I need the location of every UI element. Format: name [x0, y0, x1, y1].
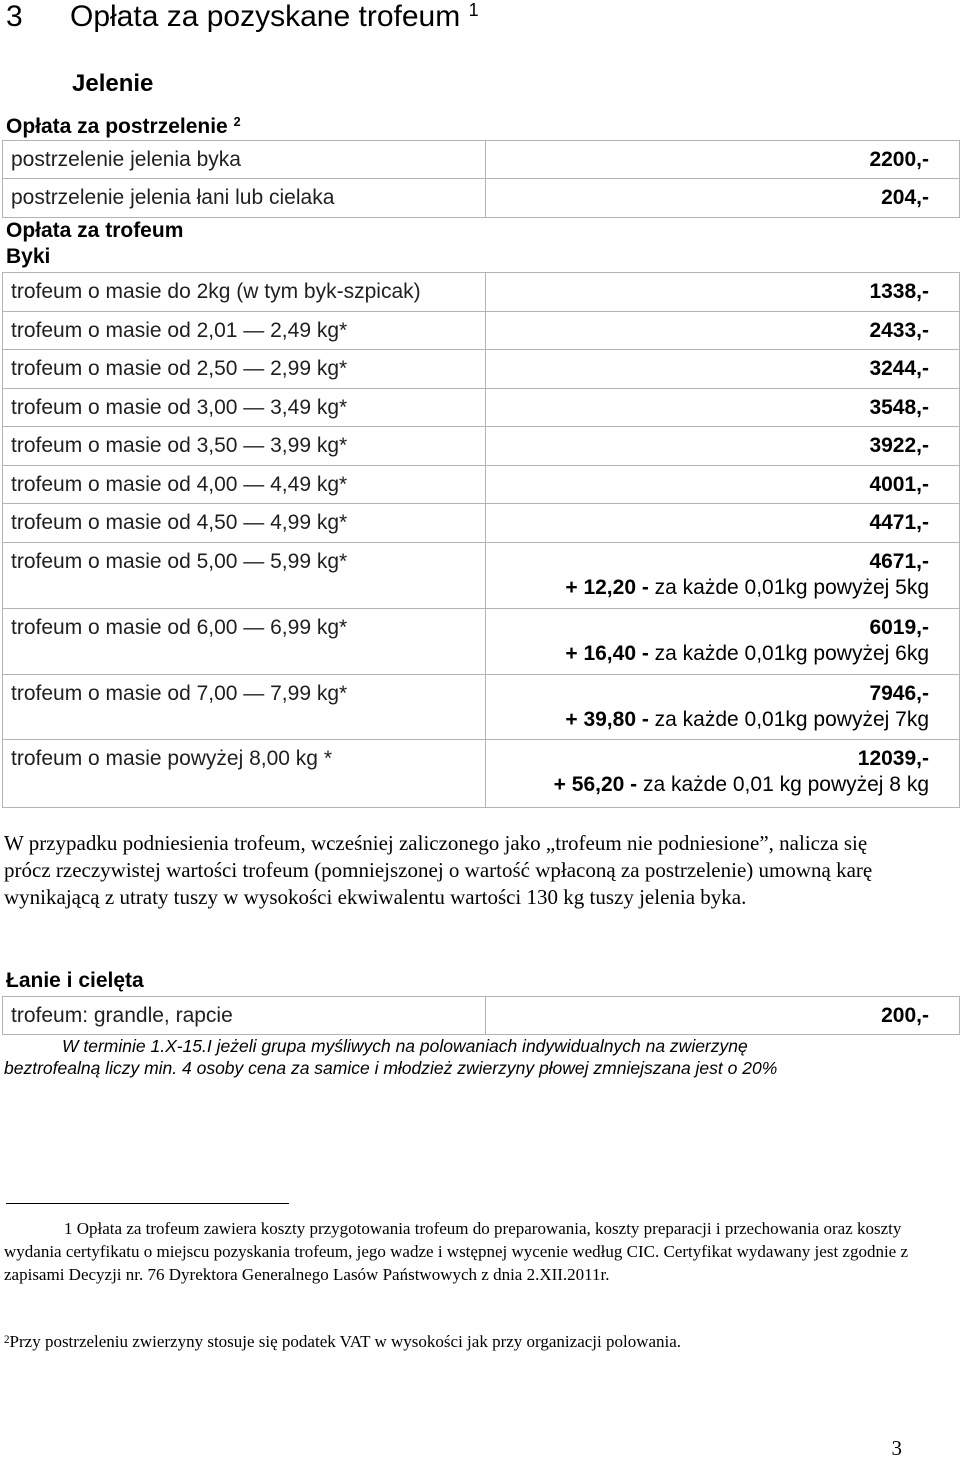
shooting-fee-heading: [6, 114, 241, 142]
row-extra-text: za każde 0,01 kg powyżej 8 kg: [637, 773, 929, 796]
row-extra-text: za każde 0,01kg powyżej 7kg: [648, 708, 929, 731]
section-number: 3: [6, 0, 23, 33]
row-extra-amount: + 16,40 -: [565, 642, 649, 665]
row-value: [486, 675, 960, 740]
footnote-2: [4, 1330, 924, 1356]
table-row: [3, 389, 960, 427]
deer-heading: Jelenie: [72, 70, 154, 97]
section-title: [6, 0, 479, 37]
row-value: 3244,-: [486, 350, 960, 389]
discount-note: [4, 1035, 944, 1079]
trophy-fee-table: [2, 272, 960, 808]
row-base-value: 12039,-: [857, 747, 929, 770]
row-label: trofeum o masie powyżej 8,00 kg *: [3, 740, 486, 808]
shooting-fee-table: [2, 140, 960, 218]
table-row: [3, 466, 960, 504]
row-label: trofeum o masie od 4,50 — 4,99 kg*: [3, 504, 486, 543]
section-title-text: Opłata za pozyskane trofeum: [70, 0, 461, 33]
table-row: [3, 141, 960, 179]
table-row: [3, 179, 960, 218]
table-row: [3, 675, 960, 740]
stags-subheading: Byki: [6, 245, 51, 268]
trophy-fee-heading: Opłata za trofeum: [6, 219, 184, 242]
table-row: [3, 504, 960, 543]
row-extra-text: za każde 0,01kg powyżej 5kg: [648, 576, 929, 599]
row-value: 200,-: [486, 997, 960, 1035]
row-value: 2200,-: [486, 141, 960, 179]
row-value: 4001,-: [486, 466, 960, 504]
row-value: 3548,-: [486, 389, 960, 427]
table-row: [3, 273, 960, 312]
table-row: [3, 543, 960, 609]
row-value: [486, 543, 960, 609]
row-value: [486, 609, 960, 675]
row-value: 3922,-: [486, 427, 960, 466]
discount-note-line: beztrofealną liczy min. 4 osoby cena za samice i młodzież zwierzyny płowej zmniejszana jest o 20%: [4, 1058, 778, 1078]
table-row: [3, 740, 960, 808]
row-value: 204,-: [486, 179, 960, 218]
row-value: [486, 740, 960, 808]
footnote-1: [4, 1217, 924, 1286]
footnote-mark: 2: [4, 1334, 10, 1347]
row-label: trofeum o masie od 5,00 — 5,99 kg*: [3, 543, 486, 609]
row-value: 1338,-: [486, 273, 960, 312]
shooting-fee-heading-text: Opłata za postrzelenie: [6, 115, 228, 138]
row-label: trofeum o masie od 3,50 — 3,99 kg*: [3, 427, 486, 466]
row-extra-amount: + 12,20 -: [565, 576, 649, 599]
row-label: trofeum o masie do 2kg (w tym byk-szpicak): [3, 273, 486, 312]
row-label: trofeum o masie od 6,00 — 6,99 kg*: [3, 609, 486, 675]
footnote-text: Opłata za trofeum zawiera koszty przygotowania trofeum do preparowania, koszty preparacji i przechowania oraz koszty wydania certyfikatu o miejscu pozyskania trofeum, jego wadze i wstępnej wycenie według CIC. Certyfikat wydawany jest zgodnie z zapisami Decyzji nr. 76 Dyrektora Generalnego Lasów Państwowych z dnia 2.XII.2011r.: [4, 1219, 909, 1284]
row-extra-amount: + 56,20 -: [553, 773, 638, 796]
row-extra-fee: [494, 707, 929, 733]
footnote-mark: 1: [64, 1219, 73, 1238]
footnote-text: Przy postrzeleniu zwierzyny stosuje się podatek VAT w wysokości jak przy organizacji polowania.: [9, 1332, 682, 1351]
table-row: [3, 997, 960, 1035]
row-label: trofeum: grandle, rapcie: [3, 997, 486, 1035]
row-label: trofeum o masie od 4,00 — 4,49 kg*: [3, 466, 486, 504]
row-base-value: 7946,-: [869, 682, 929, 705]
row-value: 2433,-: [486, 312, 960, 350]
footnote-ref-1[interactable]: 1: [468, 0, 479, 21]
table-row: [3, 427, 960, 466]
row-label: postrzelenie jelenia łani lub cielaka: [3, 179, 486, 218]
footnote-ref-2[interactable]: 2: [233, 115, 241, 130]
row-label: postrzelenie jelenia byka: [3, 141, 486, 179]
row-label: trofeum o masie od 3,00 — 3,49 kg*: [3, 389, 486, 427]
table-row: [3, 350, 960, 389]
row-label: trofeum o masie od 2,01 — 2,49 kg*: [3, 312, 486, 350]
table-row: [3, 312, 960, 350]
hinds-heading: Łanie i cielęta: [6, 969, 144, 992]
row-base-value: 6019,-: [869, 616, 929, 639]
row-extra-text: za każde 0,01kg powyżej 6kg: [648, 642, 929, 665]
footnote-separator: [6, 1203, 289, 1204]
row-base-value: 4671,-: [869, 550, 929, 573]
table-row: [3, 609, 960, 675]
row-extra-fee: [494, 772, 929, 798]
row-label: trofeum o masie od 2,50 — 2,99 kg*: [3, 350, 486, 389]
row-extra-fee: [494, 575, 929, 601]
row-extra-amount: + 39,80 -: [565, 708, 649, 731]
discount-note-line: W terminie 1.X-15.I jeżeli grupa myśliwych na polowaniach indywidualnych na zwierzynę: [62, 1036, 748, 1056]
penalty-note: W przypadku podniesienia trofeum, wcześniej zaliczonego jako „trofeum nie podniesione”, nalicza się prócz rzeczywistej wartości trofeum (pomniejszonej o wartość wpłaconą za postrzelenie) umowną karę wynikającą z utraty tuszy w wysokości ekwiwalentu wartości 130 kg tuszy jelenia byka.: [4, 831, 873, 909]
row-label: trofeum o masie od 7,00 — 7,99 kg*: [3, 675, 486, 740]
row-value: 4471,-: [486, 504, 960, 543]
row-extra-fee: [494, 641, 929, 667]
hinds-fee-table: [2, 996, 960, 1035]
page-number: 3: [891, 1436, 902, 1460]
